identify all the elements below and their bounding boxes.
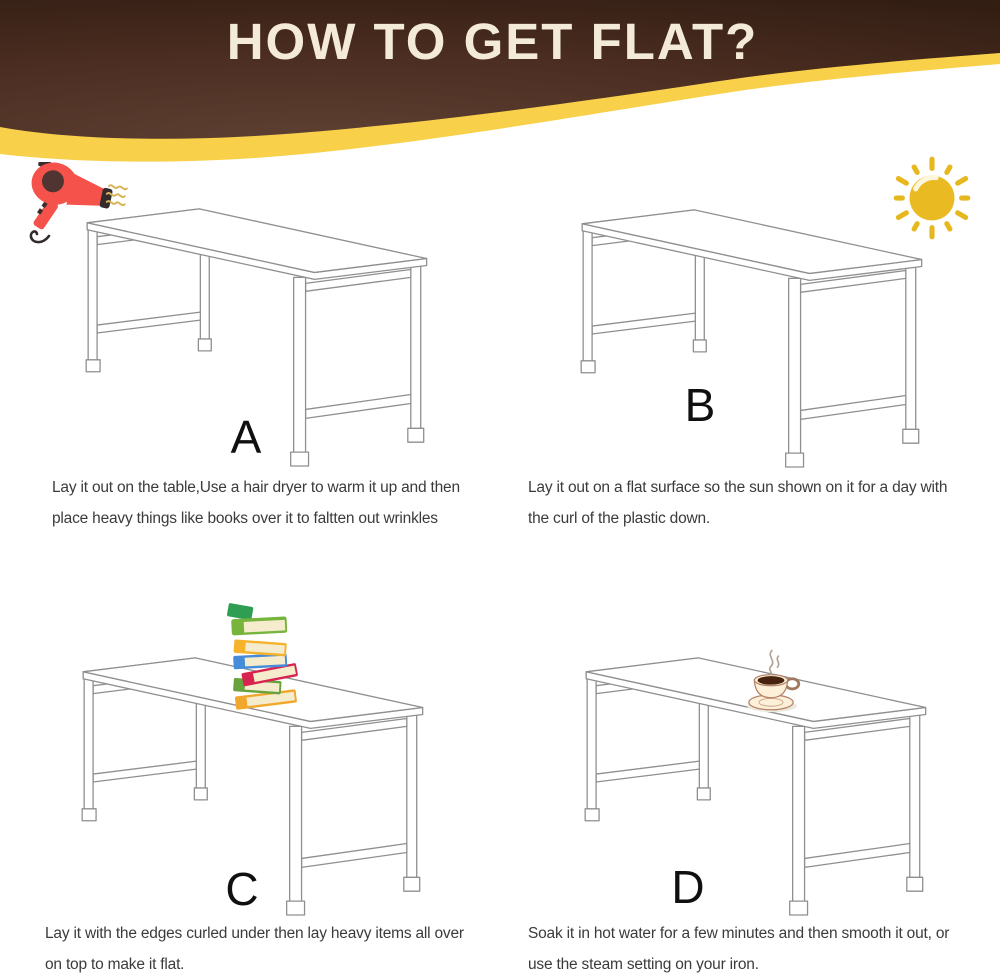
panel-a-caption-line1: Lay it out on the table,Use a hair dryer to warm it up and then (52, 479, 460, 496)
panel-c-caption-line1: Lay it with the edges curled under then lay heavy items all over (45, 925, 464, 942)
panel-label-c: C (225, 863, 259, 915)
panel-label-a: A (230, 411, 262, 463)
panel-a-caption-line2: place heavy things like books over it to faltten out wrinkles (52, 510, 438, 527)
panel-d-caption-line2: use the steam setting on your iron. (528, 956, 759, 973)
coffee-cup-icon (734, 644, 808, 720)
panel-b-caption-line2: the curl of the plastic down. (528, 510, 711, 527)
page-title: HOW TO GET FLAT? (226, 13, 759, 70)
hair-dryer-icon (25, 162, 130, 244)
books-stack-icon (221, 597, 307, 717)
panel-b-table-illustration (552, 197, 930, 470)
panel-label-b: B (684, 379, 716, 431)
sun-icon (886, 150, 978, 244)
panel-c-caption-line2: on top to make it flat. (45, 956, 185, 973)
panel-b-caption-line1: Lay it out on a flat surface so the sun shown on it for a day with (528, 479, 948, 496)
panel-d-caption-line1: Soak it in hot water for a few minutes and then smooth it out, or (528, 925, 950, 942)
panel-label-d: D (671, 861, 705, 913)
